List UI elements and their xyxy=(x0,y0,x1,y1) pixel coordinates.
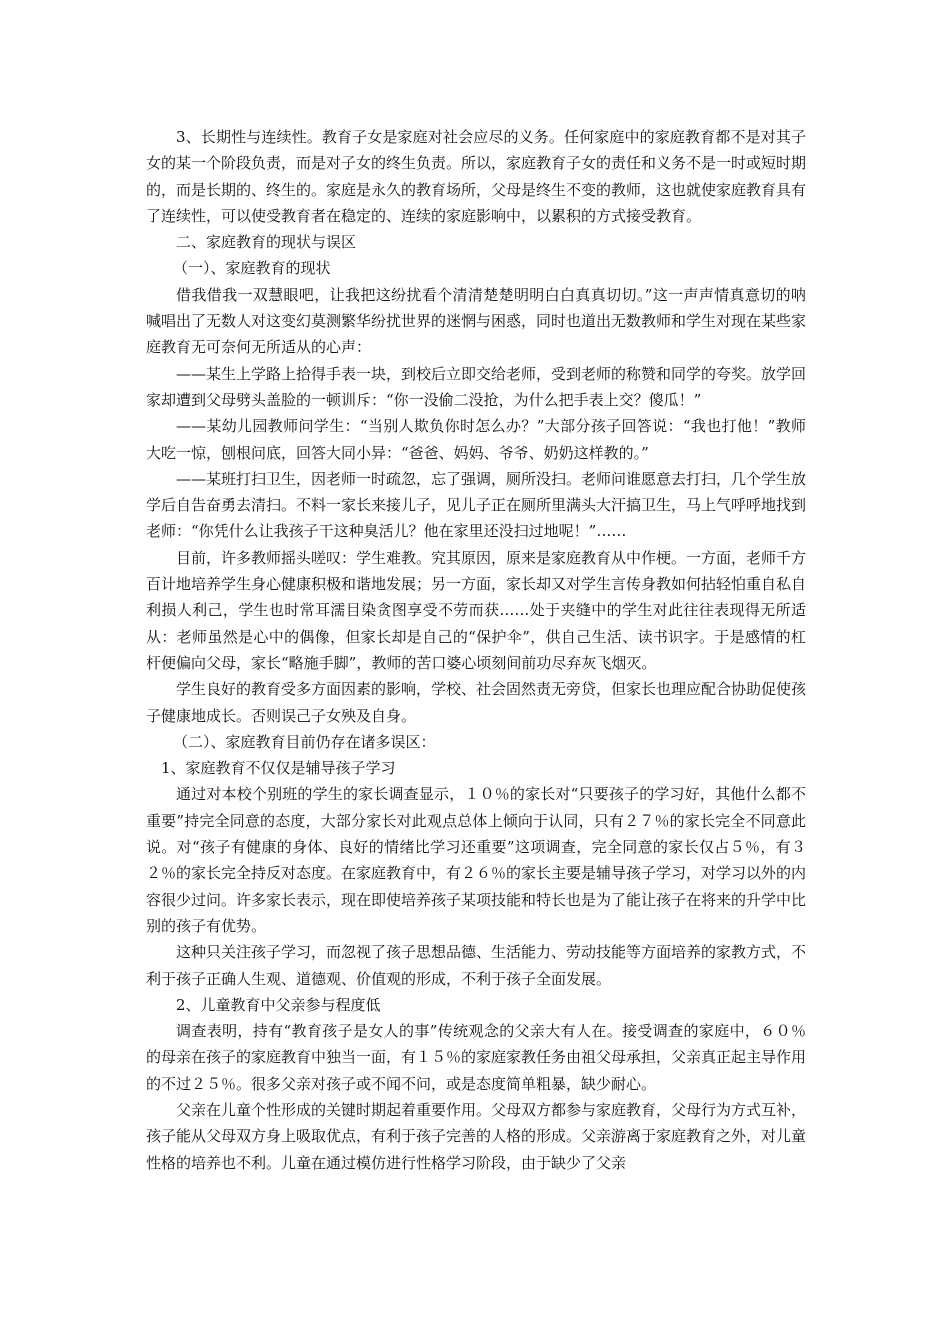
document-body xyxy=(146,124,806,1176)
paragraph-survey-results: 通过对本校个别班的学生的家长调查显示，１０％的家长对“只要孩子的学习好，其他什么都不重要”持完全同意的态度，大部分家长对此观点总体上倾向于认同，只有２７％的家长完全不同意此说。对“孩子有健康的身体、良好的情绪比学习还重要”这项调查，完全同意的家长仅占５％，有３２％的家长完全持反对态度。在家庭教育中，有２６％的家长主要是辅导孩子学习，对学习以外的内容很少过问。许多家长表示，现在即使培养孩子某项技能和特长也是为了能让孩子在将来的升学中比别的孩子有优势。 xyxy=(146,785,807,935)
section-heading-status-and-misconceptions: 二、家庭教育的现状与误区 xyxy=(176,233,357,252)
paragraph-teachers-sigh: 目前，许多教师摇头嗟叹：学生难教。究其原因，原来是家庭教育从中作梗。一方面，老师千方百计地培养学生身心健康积极和谐地发展；另一方面，家长却又对学生言传身教如何拈轻怕重自私自利损人利己，学生也时常耳濡目染贪图享受不劳而获……处于夹缝中的学生对此往往表现得无所适从：老师虽然是心中的偶像，但家长却是自己的“保护伞”，供自己生活、读书识字。于是感情的杠杆便偏向父母，家长“略施手脚”，教师的苦口婆心顷刻间前功尽弃灰飞烟灭。 xyxy=(146,548,807,672)
paragraph-father-survey: 调查表明，持有“教育孩子是女人的事”传统观念的父亲大有人在。接受调查的家庭中，６０％的母亲在孩子的家庭教育中独当一面，有１５％的家庭家教任务由祖父母承担，父亲真正起主导作用的不过２５％。很多父亲对孩子或不闻不问，或是态度简单粗暴，缺少耐心。 xyxy=(146,1022,807,1093)
paragraph-father-role: 父亲在儿童个性形成的关键时期起着重要作用。父母双方都参与家庭教育，父母行为方式互补，孩子能从父母双方身上吸取优点，有利于孩子完善的人格的形成。父亲游离于家庭教育之外，对儿童性格的培养也不利。儿童在通过模仿进行性格学习阶段，由于缺少了父亲 xyxy=(146,1100,807,1172)
paragraph-good-education: 学生良好的教育受多方面因素的影响，学校、社会固然责无旁贷，但家长也理应配合协助促使孩子健康地成长。否则误己子女殃及自身。 xyxy=(146,680,807,725)
paragraph-example-kindergarten: ——某幼儿园教师问学生：“当别人欺负你时怎么办？”大部分孩子回答说：“我也打他！”教师大吃一惊，刨根问底，回答大同小异：“爸爸、妈妈、爷爷、奶奶这样教的。” xyxy=(146,417,806,462)
subsection-heading-current-status: （一）、家庭教育的现状 xyxy=(173,259,331,278)
paragraph-continuity: 3、长期性与连续性。教育子女是家庭对社会应尽的义务。任何家庭中的家庭教育都不是对其子女的某一个阶段负责，而是对子女的终生负责。所以，家庭教育子女的责任和义务不是一时或短时期的，而是长期的、终生的。家庭是永久的教育场所，父母是终生不变的教师，这也就使家庭教育具有了连续性，可以使受教育者在稳定的、连续的家庭影响中，以累积的方式接受教育。 xyxy=(146,128,807,225)
subsection-heading-misconceptions: （二）、家庭教育目前仍存在诸多误区： xyxy=(173,732,436,751)
paragraph-study-only-approach: 这种只关注孩子学习，而忽视了孩子思想品德、生活能力、劳动技能等方面培养的家教方式，不利于孩子正确人生观、道德观、价值观的形成，不利于孩子全面发展。 xyxy=(146,943,807,988)
item-heading-not-only-tutoring: 1、家庭教育不仅仅是辅导孩子学习 xyxy=(161,759,396,778)
paragraph-example-watch: ——某生上学路上拾得手表一块，到校后立即交给老师，受到老师的称赞和同学的夸奖。放学回家却遭到父母劈头盖脸的一顿训斥：“你一没偷二没抢，为什么把手表上交？傻瓜！” xyxy=(146,364,807,409)
item-heading-father-participation: 2、儿童教育中父亲参与程度低 xyxy=(176,995,381,1014)
paragraph-song-quote: 借我借我一双慧眼吧，让我把这纷扰看个清清楚楚明明白白真真切切。”这一声声情真意切的呐喊唱出了无数人对这变幻莫测繁华纷扰世界的迷惘与困惑，同时也道出无数教师和学生对现在某些家庭教育无可奈何无所适从的心声： xyxy=(146,285,807,357)
paragraph-example-cleaning: ——某班打扫卫生，因老师一时疏忽，忘了强调，厕所没扫。老师问谁愿意去打扫，几个学生放学后自告奋勇去清扫。不料一家长来接儿子，见儿子正在厕所里满头大汗搞卫生，马上气呼呼地找到老师：“你凭什么让我孩子干这种臭活儿？他在家里还没扫过地呢！”…… xyxy=(146,469,807,541)
